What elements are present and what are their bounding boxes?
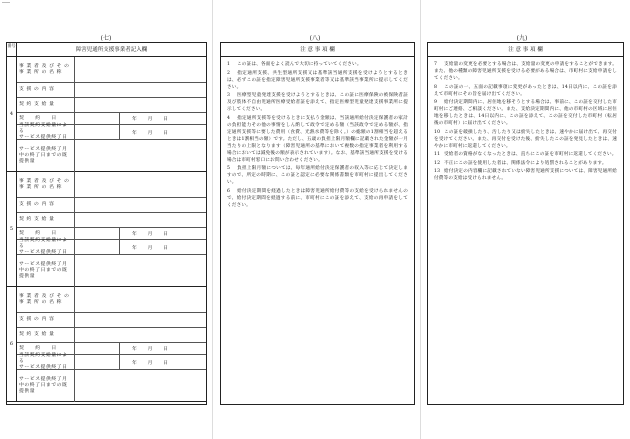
- row-label: 当該契約支給量による サービス提供終了日: [17, 355, 75, 369]
- note-text: 支給量の変更を必要とする場合は、支給量の変更の申請をすることができます。また、他の種類の障害児通所支援を受ける必要がある場合は、市町村に支給申請をしてください。: [434, 62, 617, 81]
- note-text: この証の一、五面の記載事項に変更があったときは、14日以内に、この証を添えて市町村にその旨を届け出てください。: [434, 84, 617, 97]
- row-label: サービス提供終了月 中の終了日までの既 提供量: [17, 255, 75, 287]
- note-number: 3: [227, 93, 231, 98]
- note-text: 給付決定期間内に、居住地を移そうとする場合は、事前に、この証を交付した市町村にご連絡、ご相談ください。また、支給決定期間内に、他の市町村の区域に居住地を移したときは、14日以内に、この証を添えて、この証を交付した市町村（転居後の市町村）に届け出てください。: [434, 100, 617, 126]
- record-row-contract-amount: [17, 328, 206, 343]
- cell-divider: [119, 113, 120, 124]
- note-item: [227, 92, 408, 113]
- notes-panel-right: [427, 42, 624, 405]
- note-text: 給付決定の内容欄に記載されていない障害児通所支援については、障害児通所給付費等の支給は受けられません。: [434, 169, 617, 181]
- fold-line: [420, 0, 421, 439]
- header-number-label: 番号: [7, 43, 17, 57]
- note-item: [434, 84, 617, 98]
- panel-number-right: (九): [516, 35, 528, 42]
- row-label: 支 援 の 内 容: [17, 198, 75, 212]
- note-number: 11: [434, 152, 441, 157]
- record-row-provider: [17, 57, 206, 83]
- note-text: この証を破損したり、汚したり又は紛失したときは、速やかに届け出て、再交付を受けてください。また、再交付を受けた後、紛失したこの証を発見したときは、速やかに市町村に返還してください。: [434, 129, 617, 149]
- note-item: [434, 168, 617, 182]
- provider-record-table: [6, 42, 207, 405]
- cell-divider: [119, 228, 120, 239]
- note-text: 給付決定期間を経過したときは障害児通所給付費等の支給を受けられませんので、給付決定期間を経過する前に、市町村にこの証を添えて、支給の再申請をしてください。: [227, 188, 408, 208]
- note-number: 1: [227, 62, 231, 67]
- note-item: [227, 70, 408, 91]
- note-text: 指定通所支援、共生型通所支援又は基準該当通所支援を受けようとするときは、必ずこの証を指定障害児通所支援事業者等又は基準該当事業所に提示してください。: [227, 70, 408, 90]
- note-number: 12: [434, 160, 441, 166]
- row-label: 事 業 者 及 び そ の 事 業 所 の 名 称: [17, 172, 75, 197]
- row-label: 支 援 の 内 容: [17, 83, 75, 97]
- row-label: 当該契約支給量による サービス提供終了日: [17, 240, 75, 254]
- note-text: 医療型児童発達支援を受けようとするときは、この証に医療保険の被保険者証及び肢体不自由児通所医療受給者証を添えて、指定医療型児童発達支援事業所に提示してください。: [227, 93, 408, 112]
- note-item: [434, 151, 617, 158]
- row-label: 支 援 の 内 容: [17, 313, 75, 327]
- row-label: サービス提供終了月 中の終了日までの既 提供量: [17, 370, 75, 402]
- date-field: 年 月 日: [132, 360, 169, 366]
- notes-title: 注 意 事 項 欄: [221, 43, 414, 57]
- note-item: [434, 160, 617, 167]
- record-row-provider: [17, 172, 206, 198]
- fold-line: [212, 0, 213, 439]
- note-item: [434, 99, 617, 127]
- block-number: 6: [7, 287, 17, 401]
- note-item: [227, 115, 408, 164]
- notes-list: [221, 57, 414, 209]
- row-label: サービス提供終了月 中の終了日までの既 提供量: [17, 140, 75, 172]
- cell-divider: [119, 343, 120, 354]
- cell-divider: [119, 240, 120, 254]
- record-row-service: [17, 313, 206, 328]
- record-row-remaining: [17, 255, 206, 287]
- date-field: 年 月 日: [132, 245, 169, 251]
- note-text: この証は、各面をよく読んで大切に持っていてください。: [237, 62, 362, 67]
- record-row-remaining: [17, 140, 206, 172]
- block-number: 4: [7, 57, 17, 171]
- date-field: 年 月 日: [132, 130, 169, 136]
- record-row-remaining: [17, 370, 206, 402]
- row-label: 契 約 支 給 量: [17, 328, 75, 342]
- row-label: 契 約 日: [17, 113, 75, 124]
- record-row-contract-amount: [17, 98, 206, 113]
- record-row-contract-end: [17, 125, 206, 140]
- note-text: 受給者の資格がなくなったときは、直ちにこの証を市町村に返還してください。: [444, 152, 617, 157]
- row-label: 事 業 者 及 び そ の 事 業 所 の 名 称: [17, 57, 75, 82]
- date-field: 年 月 日: [132, 117, 169, 122]
- note-item: [227, 165, 408, 186]
- row-label: 事 業 者 及 び そ の 事 業 所 の 名 称: [17, 287, 75, 312]
- note-number: 10: [434, 129, 441, 135]
- crop-mark: [2, 2, 10, 10]
- row-label: 契 約 支 給 量: [17, 213, 75, 227]
- block-number: 5: [7, 172, 17, 286]
- record-row-contract-amount: [17, 213, 206, 228]
- provider-block: [7, 172, 206, 287]
- note-text: 不正にこの証を使用した者は、関係法令により処罰されることがあります。: [444, 160, 607, 166]
- date-field: 年 月 日: [132, 347, 169, 352]
- date-field: 年 月 日: [132, 232, 169, 237]
- row-label: 契 約 日: [17, 343, 75, 354]
- notes-list: [428, 57, 623, 182]
- panel-number-middle: (八): [309, 35, 321, 42]
- row-label: 契 約 支 給 量: [17, 98, 75, 112]
- row-label: 契 約 日: [17, 228, 75, 239]
- note-number: 9: [434, 100, 438, 105]
- provider-block: [7, 287, 206, 402]
- cell-divider: [119, 125, 120, 139]
- record-row-provider: [17, 287, 206, 313]
- note-item: [434, 61, 617, 82]
- notes-title: 注 意 事 項 欄: [428, 43, 623, 57]
- cell-divider: [119, 355, 120, 369]
- record-row-service: [17, 198, 206, 213]
- row-label: 当該契約支給量による サービス提供終了日: [17, 125, 75, 139]
- note-number: 7: [434, 62, 438, 67]
- record-row-contract-end: [17, 355, 206, 370]
- table-header: [7, 43, 206, 57]
- note-text: 指定通所支援等を受けるときに支払う金額は、当該通所給付決定保護者の家計の負担能力その他の事情をしん酌して政令で定める額（当該政令で定める額が、指定通所支援等に要した費用（食費、光熱水費等を除く。）の総額の1割相当を超えるときは1割相当の額）です。ただし、五歳の負担上限月額欄に記載された金額が一月当たりの上限となります（障害児通所の基準において複数の指定事業者を利用する場合においては減免後の額が表示されています）。なお、基準該当通所支援を受ける場合は市町村窓口にお問い合わせください。: [227, 115, 408, 163]
- note-number: 6: [227, 188, 231, 194]
- notes-panel-middle: [220, 42, 415, 405]
- note-text: 負担上限月額については、毎年通所給付決定保護者の収入等に応じて決定しますので、所定の時期に、この証と認定に必要な関係書類を市町村に提出してください。: [227, 166, 408, 185]
- record-row-contract-end: [17, 240, 206, 255]
- note-number: 5: [227, 166, 231, 171]
- note-number: 4: [227, 115, 231, 121]
- provider-block: [7, 57, 206, 172]
- note-number: 13: [434, 169, 441, 174]
- note-item: [227, 61, 408, 68]
- table-title: 障害児通所支援事業者記入欄: [75, 47, 148, 53]
- note-number: 8: [434, 84, 438, 90]
- note-number: 2: [227, 70, 231, 76]
- panel-number-left: (七): [100, 35, 112, 42]
- note-item: [434, 129, 617, 150]
- note-item: [227, 188, 408, 209]
- record-row-service: [17, 83, 206, 98]
